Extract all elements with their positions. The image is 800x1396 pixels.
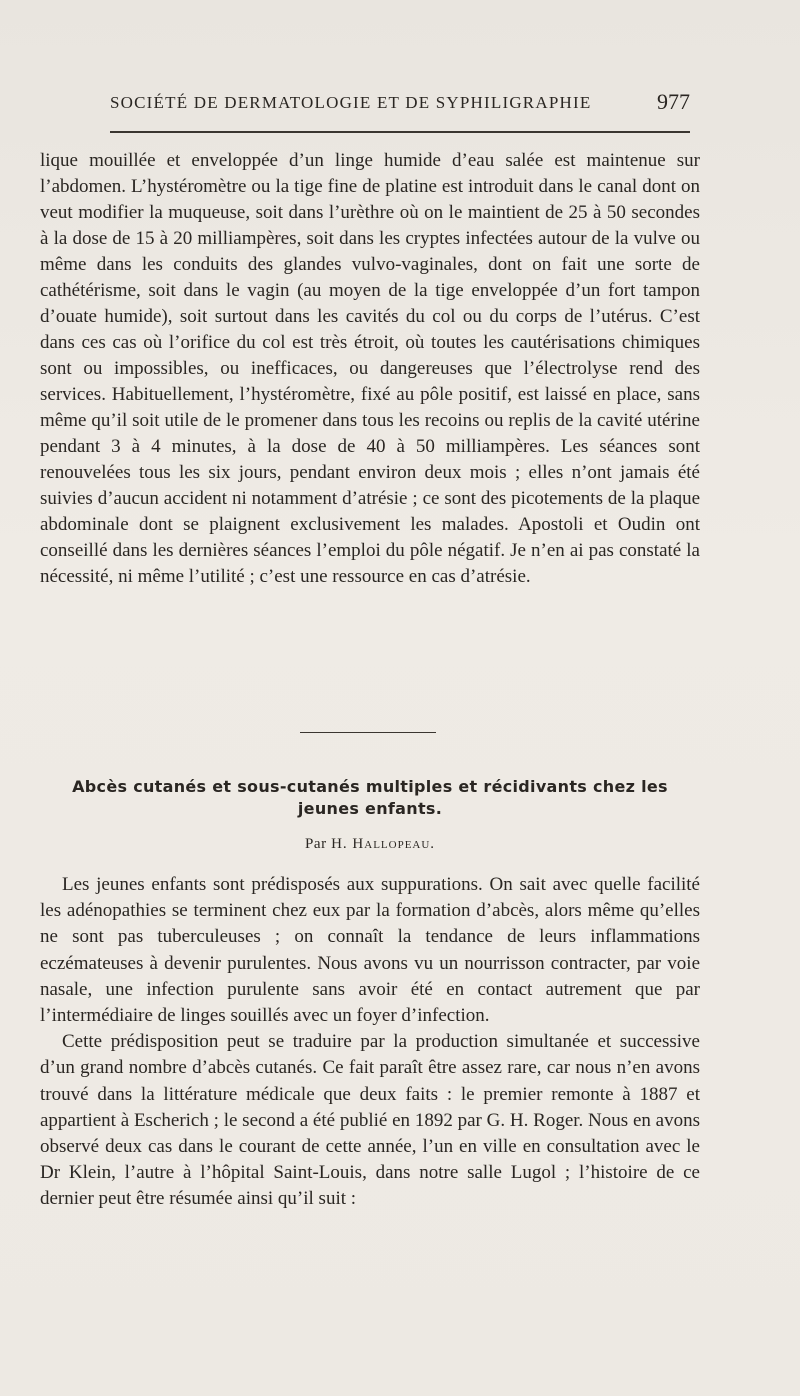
- running-title: SOCIÉTÉ DE DERMATOLOGIE ET DE SYPHILIGRAPHIE: [110, 93, 592, 112]
- continued-paragraph: lique mouillée et enveloppée d’un linge humide d’eau salée est maintenue sur l’abdomen. L’hystéromètre ou la tige fine de platine est introduit dans le canal dont on veut modifier la muqueuse, soit dans l’urèthre où on le maintient de 25 à 50 secondes à la dose de 15 à 20 milliampères, soit dans les cryptes infectées autour de la vulve ou même dans les conduits des glandes vulvo-vaginales, dont on fait une sorte de cathétérisme, soit dans le vagin (au moyen de la tige enveloppée d’un fort tampon d’ouate humide), soit surtout dans les cavités du col ou du corps de l’utérus. C’est dans ces cas où l’orifice du col est très étroit, où toutes les cautérisations chimiques sont ou impossibles, ou inefficaces, ou dangereuses que l’électrolyse rend des services. Habituellement, l’hystéromètre, fixé au pôle positif, est laissé en place, sans même qu’il soit utile de le promener dans tous les recoins ou replis de la cavité utérine pendant 3 à 4 minutes, à la dose de 40 à 50 milliampères. Les séances sont renouvelées tous les six jours, pendant environ deux mois ; elles n’ont jamais été suivies d’aucun accident ni notamment d’atrésie ; ce sont des picotements de la plaque abdominale dont se plaignent exclusivement les malades. Apostoli et Oudin ont conseillé dans les dernières séances l’emploi du pôle négatif. Je n’en ai pas constaté la nécessité, ni même l’utilité ; c’est une ressource en cas d’atrésie.: [40, 150, 700, 587]
- byline: [40, 836, 700, 853]
- section-divider: [300, 732, 436, 733]
- byline-prefix: Par: [304, 836, 327, 852]
- running-head: [110, 89, 690, 121]
- article-paragraph-1: Les jeunes enfants sont prédisposés aux suppurations. On sait avec quelle facilité les adénopathies se terminent chez eux par la formation d’abcès, alors même qu’elles ne sont pas tuberculeuses ; on connaît la tendance de leurs inflammations eczémateuses à devenir purulentes. Nous avons vu un nourrisson contracter, par voie nasale, une infection purulente sans avoir été en contact autrement que par l’intermédiaire de linges souillés avec un foyer d’infection.: [40, 874, 700, 1027]
- author-name: H. Hallopeau.: [331, 836, 436, 852]
- article-paragraph-2: Cette prédisposition peut se traduire par la production simultanée et successive d’un grand nombre d’abcès cutanés. Ce fait paraît être assez rare, car nous n’en avons trouvé dans la littérature médicale que deux faits : le premier remonte à 1887 et appartient à Escherich ; le second a été publié en 1892 par G. H. Roger. Nous en avons observé deux cas dans le courant de cette année, l’un en ville en consultation avec le Dr Klein, l’autre à l’hôpital Saint-Louis, dans notre salle Lugol ; l’histoire de ce dernier peut être résumée ainsi qu’il suit :: [40, 1031, 700, 1210]
- header-rule: [110, 131, 690, 133]
- article-title: Abcès cutanés et sous-cutanés multiples et récidivants chez les jeunes enfants.: [72, 777, 668, 818]
- article-body: [40, 872, 700, 1213]
- page-number: 977: [657, 89, 690, 114]
